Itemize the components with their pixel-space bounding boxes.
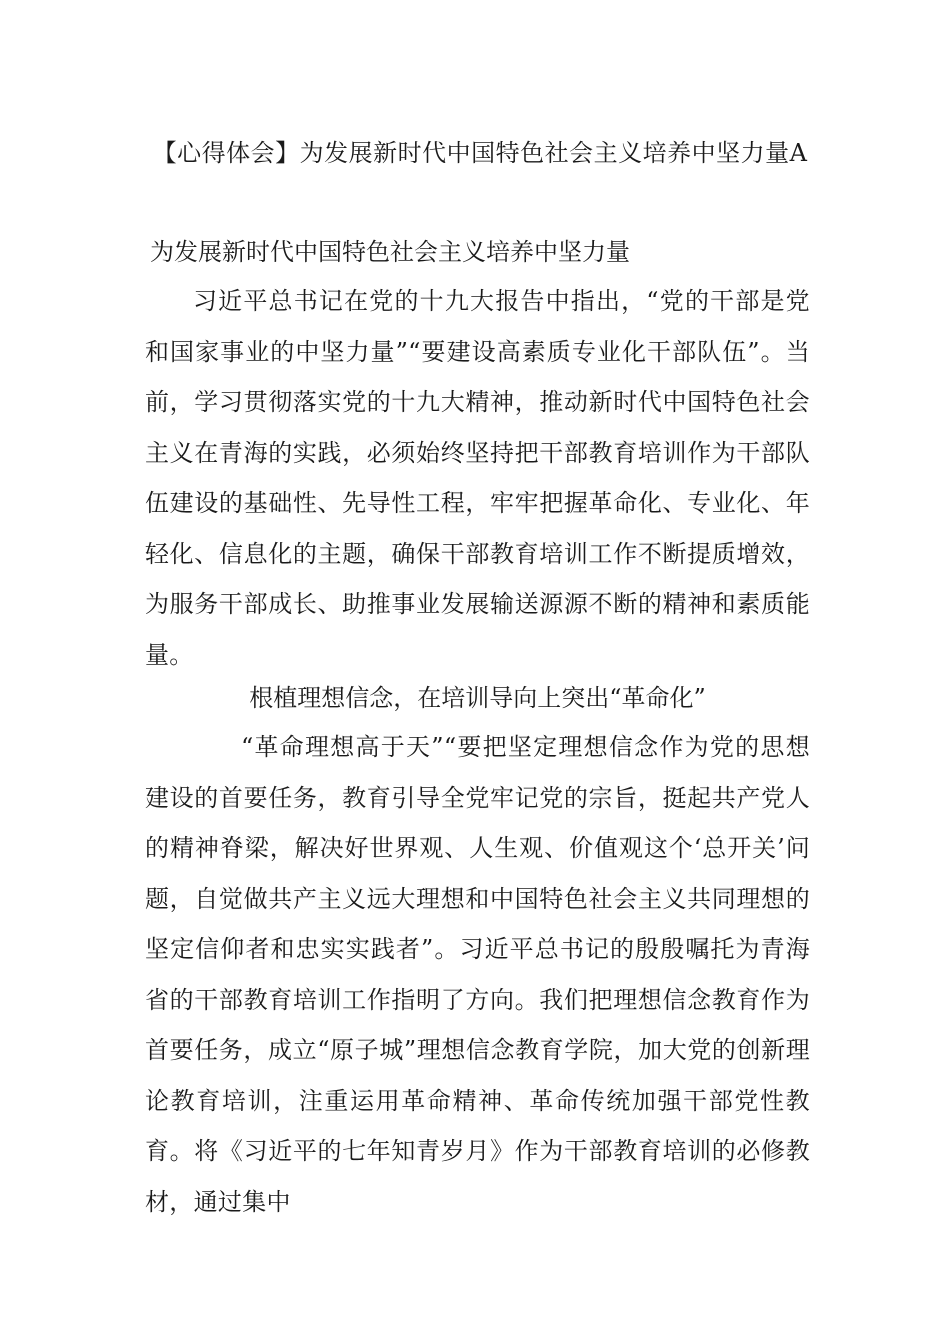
- section-heading: 根植理想信念，在培训导向上突出“革命化”: [249, 684, 706, 712]
- document-subtitle: 为发展新时代中国特色社会主义培养中坚力量: [150, 238, 630, 266]
- body-paragraph-2: “革命理想高于天”“要把坚定理想信念作为党的思想建设的首要任务，教育引导全党牢记党的宗旨，挺起共产党人的精神脊梁，解决好世界观、人生观、价值观这个‘总开关’问题，自觉做共产主义远大理想和中国特色社会主义共同理想的坚定信仰者和忠实实践者”。习近平总书记的殷殷嘱托为青海省的干部教育培训工作指明了方向。我们把理想信念教育作为首要任务，成立“原子城”理想信念教育学院，加大党的创新理论教育培训，注重运用革命精神、革命传统加强干部党性教育。将《习近平的七年知青岁月》作为干部教育培训的必修教材，通过集中: [145, 733, 810, 1216]
- document-title: 【心得体会】为发展新时代中国特色社会主义培养中坚力量A: [152, 139, 808, 167]
- body-paragraph-1: 习近平总书记在党的十九大报告中指出，“党的干部是党和国家事业的中坚力量”“要建设高素质专业化干部队伍”。当前，学习贯彻落实党的十九大精神，推动新时代中国特色社会主义在青海的实践，必须始终坚持把干部教育培训作为干部队伍建设的基础性、先导性工程，牢牢把握革命化、专业化、年轻化、信息化的主题，确保干部教育培训工作不断提质增效，为服务干部成长、助推事业发展输送源源不断的精神和素质能量。: [145, 287, 810, 669]
